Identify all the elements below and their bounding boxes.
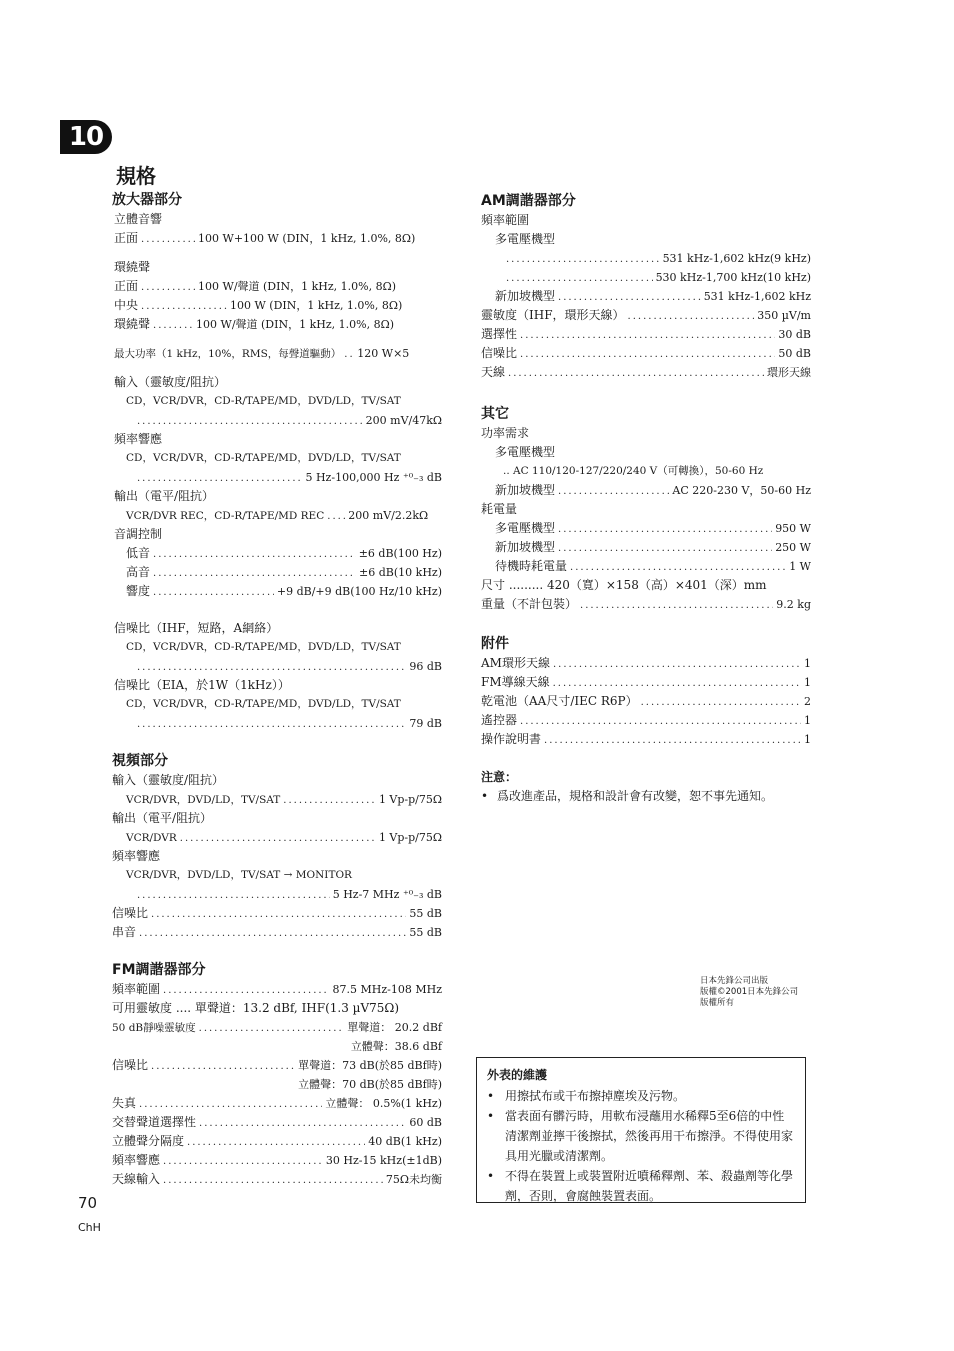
- am-range-label: 頻率範圍: [481, 213, 530, 227]
- spec-row: ..... 531 kHz-1,602 kHz(9 kHz): [481, 249, 811, 268]
- care-item: • 不得在裝置上或裝置附近噴稀釋劑、苯、殺蟲劑等化學劑，否則，會腐蝕裝置表面。: [487, 1166, 795, 1206]
- spec-row: 多電壓機型 ..... 950 W: [481, 519, 811, 538]
- source-list: CD，VCR/DVR，CD-R/TAPE/MD，DVD/LD，TV/SAT: [126, 395, 401, 407]
- spec-row: ..... 530 kHz-1,700 kHz(10 kHz): [481, 268, 811, 287]
- video-heading: 視頻部分: [112, 753, 168, 769]
- surround-label: 環繞聲: [114, 260, 151, 274]
- other-heading: 其它: [481, 406, 509, 422]
- spec-row: AM環形天線 ..... 1: [481, 654, 811, 673]
- spec-row: 待機時耗電量 ..... 1 W: [481, 557, 811, 576]
- spec-row: 乾電池（AA尺寸/IEC R6P） ..... 2: [481, 692, 811, 711]
- spec-row: 響度 ..... +9 dB/+9 dB(100 Hz/10 kHz): [112, 582, 442, 601]
- spec-row: 選擇性 ..... 30 dB: [481, 325, 811, 344]
- spec-row: 環繞聲 ..... 100 W/聲道 (DIN，1 kHz, 1.0%, 8Ω): [112, 315, 442, 334]
- spec-row: 可用靈敏度 .... 單聲道：13.2 dBf, IHF(1.3 µV75Ω): [112, 1001, 400, 1015]
- spec-row: 操作說明書 ..... 1: [481, 730, 811, 749]
- notes-text: • 爲改進產品，規格和設計會有改變，恕不事先通知。: [481, 787, 811, 806]
- snr-eia-label: 信噪比（EIA，於1W（1kHz））: [114, 678, 290, 692]
- spec-row: 天線輸入 ..... 75Ω未均衡: [112, 1170, 442, 1189]
- stereo-label: 立體音響: [114, 212, 163, 226]
- spec-row-cont: 立體聲：38.6 dBf: [350, 1040, 442, 1053]
- spec-row: 信噪比 ..... 單聲道：73 dB(於85 dBf時): [112, 1056, 442, 1075]
- amplifier-heading: 放大器部分: [112, 192, 182, 208]
- care-item: • 用擦拭布或干布擦掉塵埃及污物。: [487, 1086, 795, 1106]
- spec-row: 高音 ..... ±6 dB(10 kHz): [112, 563, 442, 582]
- source-list: CD，VCR/DVR，CD-R/TAPE/MD，DVD/LD，TV/SAT: [126, 641, 401, 653]
- spec-row: ..... 5 Hz-100,000 Hz ⁺⁰₋₃ dB: [112, 468, 442, 487]
- spec-row: VCR/DVR，DVD/LD，TV/SAT ..... 1 Vp-p/75Ω: [112, 790, 442, 809]
- spec-row: VCR/DVR REC，CD-R/TAPE/MD REC ..... 200 mV/2.2kΩ: [112, 506, 442, 525]
- spec-row: .. AC 110/120-127/220/240 V（可轉換），50-60 Hz: [503, 465, 764, 477]
- video-freq-label: 頻率響應: [112, 849, 161, 863]
- spec-row: 重量（不計包裝） ..... 9.2 kg: [481, 595, 811, 614]
- spec-row: 低音 ..... ±6 dB(100 Hz): [112, 544, 442, 563]
- spec-row: ..... 79 dB: [112, 714, 442, 733]
- source-list: CD，VCR/DVR，CD-R/TAPE/MD，DVD/LD，TV/SAT: [126, 698, 401, 710]
- am-multi-label: 多電壓機型: [495, 232, 556, 246]
- video-input-label: 輸入（靈敏度/阻抗）: [112, 773, 225, 787]
- spec-row: 最大功率（1 kHz，10%，RMS，每聲道驅動） ..... 120 W×5: [112, 344, 442, 363]
- spec-row-cont: 立體聲：70 dB(於85 dBf時): [298, 1078, 442, 1091]
- source-list: VCR/DVR，DVD/LD，TV/SAT → MONITOR: [126, 869, 352, 881]
- tone-label: 音調控制: [114, 527, 163, 541]
- right-column: [481, 191, 811, 806]
- accessories-heading: 附件: [481, 636, 509, 652]
- spec-row: 新加坡機型 ..... AC 220-230 V，50-60 Hz: [481, 481, 811, 500]
- page-number: 70: [78, 1194, 98, 1212]
- care-box: [476, 1057, 806, 1203]
- spec-row: 信噪比 ..... 50 dB: [481, 344, 811, 363]
- spec-row: ..... 5 Hz-7 MHz ⁺⁰₋₃ dB: [112, 885, 442, 904]
- snr-ihf-label: 信噪比（IHF，短路，A網絡）: [114, 621, 279, 635]
- source-list: CD，VCR/DVR，CD-R/TAPE/MD，DVD/LD，TV/SAT: [126, 452, 401, 464]
- spec-row: 新加坡機型 ..... 531 kHz-1,602 kHz: [481, 287, 811, 306]
- copyright-notice: 日本先鋒公司出版 版權©2001日本先鋒公司 版權所有: [700, 976, 799, 1008]
- spec-row: 中央 ..... 100 W (DIN，1 kHz, 1.0%, 8Ω): [112, 296, 442, 315]
- spec-row: 交替聲道選擇性 ..... 60 dB: [112, 1113, 442, 1132]
- left-column: [112, 190, 442, 1189]
- spec-row: 尺寸 ......... 420（寬）×158（高）×401（深）mm: [481, 578, 767, 592]
- output-label: 輸出（電平/阻抗）: [114, 489, 215, 503]
- spec-row: 新加坡機型 ..... 250 W: [481, 538, 811, 557]
- spec-row: ..... 96 dB: [112, 657, 442, 676]
- consumption-label: 耗電量: [481, 502, 518, 516]
- spec-row: 正面 ..... 100 W/聲道 (DIN，1 kHz, 1.0%, 8Ω): [112, 277, 442, 296]
- spec-row: ..... 200 mV/47kΩ: [112, 411, 442, 430]
- spec-row: 靈敏度（IHF，環形天線） ..... 350 µV/m: [481, 306, 811, 325]
- spec-row: 50 dB靜噪靈敏度 ..... 單聲道： 20.2 dBf: [112, 1018, 442, 1037]
- spec-row: 天線 ..... 環形天線: [481, 363, 811, 382]
- language-code: ChH: [78, 1221, 101, 1234]
- page-title: 規格: [116, 164, 156, 188]
- spec-row: 失真 ..... 立體聲： 0.5%(1 kHz): [112, 1094, 442, 1113]
- spec-row: 正面 ..... 100 W+100 W (DIN，1 kHz, 1.0%, 8Ω): [112, 229, 442, 248]
- fm-heading: FM調諧器部分: [112, 962, 206, 978]
- care-item: • 當表面有髒污時，用軟布浸蘸用水稀釋5至6倍的中性清潔劑並擰干後擦拭，然後再用干布擦淨。不得使用家具用光臘或清潔劑。: [487, 1106, 795, 1166]
- spec-row: 立體聲分隔度 ..... 40 dB(1 kHz): [112, 1132, 442, 1151]
- video-output-label: 輸出（電平/阻抗）: [112, 811, 213, 825]
- chapter-badge: 10: [60, 120, 112, 154]
- power-label: 功率需求: [481, 426, 530, 440]
- spec-row: 串音 ..... 55 dB: [112, 923, 442, 942]
- spec-row: 頻率響應 ..... 30 Hz-15 kHz(±1dB): [112, 1151, 442, 1170]
- spec-row: FM導線天線 ..... 1: [481, 673, 811, 692]
- spec-row: VCR/DVR ..... 1 Vp-p/75Ω: [112, 828, 442, 847]
- notes-heading: 注意：: [481, 770, 518, 784]
- spec-row: 遙控器 ..... 1: [481, 711, 811, 730]
- care-heading: 外表的維護: [487, 1068, 548, 1082]
- power-multi-label: 多電壓機型: [495, 445, 556, 459]
- am-heading: AM調諧器部分: [481, 193, 576, 209]
- freq-label: 頻率響應: [114, 432, 163, 446]
- spec-row: 頻率範圍 ..... 87.5 MHz-108 MHz: [112, 980, 442, 999]
- spec-row: 信噪比 ..... 55 dB: [112, 904, 442, 923]
- input-label: 輸入（靈敏度/阻抗）: [114, 375, 227, 389]
